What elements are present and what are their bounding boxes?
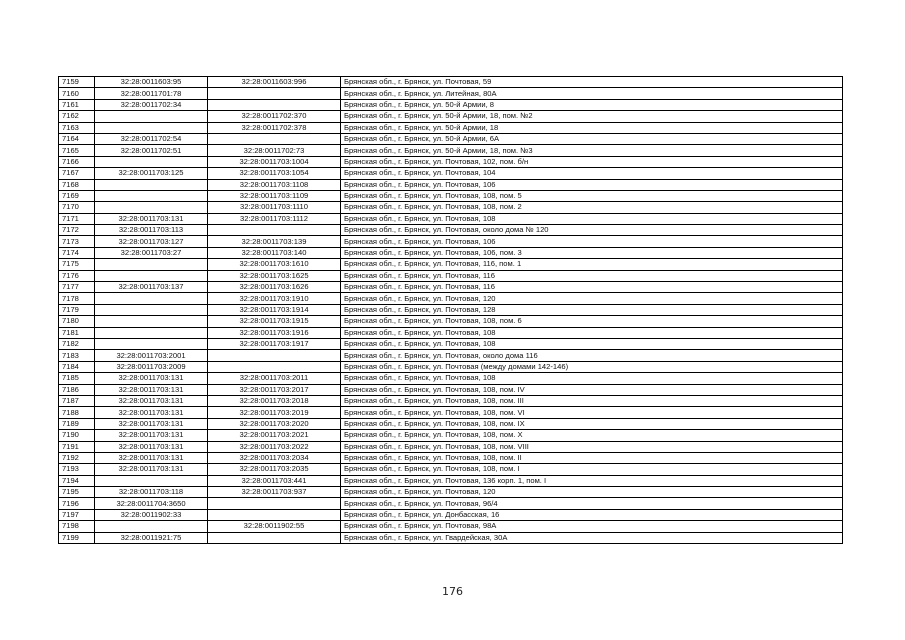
land-cadastral-number-cell xyxy=(95,316,208,327)
address-cell: Брянская обл., г. Брянск, ул. Почтовая, 108, пом. 2 xyxy=(341,202,843,213)
table-row xyxy=(59,225,843,236)
land-cadastral-number-cell: 32:28:0011703:131 xyxy=(95,407,208,418)
object-cadastral-number-cell: 32:28:0011703:2019 xyxy=(208,407,341,418)
object-cadastral-number-cell: 32:28:0011703:1610 xyxy=(208,259,341,270)
table-row xyxy=(59,247,843,258)
row-number-cell: 7162 xyxy=(59,111,95,122)
table-row xyxy=(59,316,843,327)
row-number-cell: 7181 xyxy=(59,327,95,338)
land-cadastral-number-cell xyxy=(95,179,208,190)
land-cadastral-number-cell: 32:28:0011703:137 xyxy=(95,282,208,293)
table-row xyxy=(59,395,843,406)
row-number-cell: 7194 xyxy=(59,475,95,486)
object-cadastral-number-cell: 32:28:0011703:1004 xyxy=(208,156,341,167)
object-cadastral-number-cell: 32:28:0011703:1625 xyxy=(208,270,341,281)
object-cadastral-number-cell: 32:28:0011703:1910 xyxy=(208,293,341,304)
object-cadastral-number-cell xyxy=(208,99,341,110)
land-cadastral-number-cell: 32:28:0011703:118 xyxy=(95,487,208,498)
table-row xyxy=(59,270,843,281)
object-cadastral-number-cell: 32:28:0011702:73 xyxy=(208,145,341,156)
address-cell: Брянская обл., г. Брянск, ул. Почтовая, 108 xyxy=(341,213,843,224)
object-cadastral-number-cell: 32:28:0011703:2011 xyxy=(208,373,341,384)
table-body xyxy=(59,77,843,544)
row-number-cell: 7186 xyxy=(59,384,95,395)
address-cell: Брянская обл., г. Брянск, ул. Почтовая, 108, пом. VI xyxy=(341,407,843,418)
object-cadastral-number-cell: 32:28:0011703:139 xyxy=(208,236,341,247)
table-row xyxy=(59,384,843,395)
land-cadastral-number-cell: 32:28:0011704:3650 xyxy=(95,498,208,509)
object-cadastral-number-cell: 32:28:0011703:1054 xyxy=(208,168,341,179)
object-cadastral-number-cell: 32:28:0011703:1917 xyxy=(208,338,341,349)
row-number-cell: 7183 xyxy=(59,350,95,361)
address-cell: Брянская обл., г. Брянск, ул. Почтовая, 108, пом. VIII xyxy=(341,441,843,452)
object-cadastral-number-cell: 32:28:0011902:55 xyxy=(208,521,341,532)
table-row xyxy=(59,190,843,201)
object-cadastral-number-cell: 32:28:0011703:2022 xyxy=(208,441,341,452)
address-cell: Брянская обл., г. Брянск, ул. Литейная, 80А xyxy=(341,88,843,99)
address-cell: Брянская обл., г. Брянск, ул. 50-й Армии, 18, пом. №2 xyxy=(341,111,843,122)
address-cell: Брянская обл., г. Брянск, ул. 50-й Армии, 6А xyxy=(341,133,843,144)
land-cadastral-number-cell xyxy=(95,338,208,349)
address-cell: Брянская обл., г. Брянск, ул. Почтовая, 106, пом. 3 xyxy=(341,247,843,258)
land-cadastral-number-cell xyxy=(95,122,208,133)
address-cell: Брянская обл., г. Брянск, ул. Почтовая, около дома № 120 xyxy=(341,225,843,236)
object-cadastral-number-cell xyxy=(208,350,341,361)
object-cadastral-number-cell: 32:28:0011703:2021 xyxy=(208,430,341,441)
land-cadastral-number-cell: 32:28:0011702:51 xyxy=(95,145,208,156)
land-cadastral-number-cell: 32:28:0011701:78 xyxy=(95,88,208,99)
row-number-cell: 7189 xyxy=(59,418,95,429)
row-number-cell: 7191 xyxy=(59,441,95,452)
land-cadastral-number-cell xyxy=(95,190,208,201)
land-cadastral-number-cell: 32:28:0011703:131 xyxy=(95,452,208,463)
row-number-cell: 7185 xyxy=(59,373,95,384)
property-registry-table xyxy=(58,76,843,544)
land-cadastral-number-cell xyxy=(95,259,208,270)
table-row xyxy=(59,521,843,532)
table-row xyxy=(59,498,843,509)
address-cell: Брянская обл., г. Брянск, ул. Почтовая, 136 корп. 1, пом. I xyxy=(341,475,843,486)
table-row xyxy=(59,282,843,293)
land-cadastral-number-cell xyxy=(95,293,208,304)
row-number-cell: 7180 xyxy=(59,316,95,327)
land-cadastral-number-cell: 32:28:0011703:127 xyxy=(95,236,208,247)
address-cell: Брянская обл., г. Брянск, ул. 50-й Армии, 18 xyxy=(341,122,843,133)
object-cadastral-number-cell: 32:28:0011603:996 xyxy=(208,77,341,88)
address-cell: Брянская обл., г. Брянск, ул. Почтовая, 96/4 xyxy=(341,498,843,509)
address-cell: Брянская обл., г. Брянск, ул. Почтовая, 108, пом. 6 xyxy=(341,316,843,327)
address-cell: Брянская обл., г. Брянск, ул. Почтовая, 108, пом. III xyxy=(341,395,843,406)
row-number-cell: 7179 xyxy=(59,304,95,315)
object-cadastral-number-cell: 32:28:0011703:1110 xyxy=(208,202,341,213)
object-cadastral-number-cell: 32:28:0011703:2035 xyxy=(208,464,341,475)
table-row xyxy=(59,88,843,99)
row-number-cell: 7172 xyxy=(59,225,95,236)
table-row xyxy=(59,99,843,110)
row-number-cell: 7178 xyxy=(59,293,95,304)
land-cadastral-number-cell xyxy=(95,156,208,167)
table-row xyxy=(59,509,843,520)
row-number-cell: 7174 xyxy=(59,247,95,258)
address-cell: Брянская обл., г. Брянск, ул. Почтовая, 108, пом. X xyxy=(341,430,843,441)
object-cadastral-number-cell: 32:28:0011703:2020 xyxy=(208,418,341,429)
land-cadastral-number-cell xyxy=(95,475,208,486)
land-cadastral-number-cell xyxy=(95,327,208,338)
address-cell: Брянская обл., г. Брянск, ул. Почтовая (между домами 142-146) xyxy=(341,361,843,372)
object-cadastral-number-cell: 32:28:0011703:937 xyxy=(208,487,341,498)
object-cadastral-number-cell: 32:28:0011703:2034 xyxy=(208,452,341,463)
row-number-cell: 7161 xyxy=(59,99,95,110)
row-number-cell: 7193 xyxy=(59,464,95,475)
object-cadastral-number-cell: 32:28:0011703:2018 xyxy=(208,395,341,406)
object-cadastral-number-cell: 32:28:0011703:1109 xyxy=(208,190,341,201)
object-cadastral-number-cell: 32:28:0011703:1626 xyxy=(208,282,341,293)
object-cadastral-number-cell: 32:28:0011703:1112 xyxy=(208,213,341,224)
address-cell: Брянская обл., г. Брянск, ул. Почтовая, 98А xyxy=(341,521,843,532)
land-cadastral-number-cell: 32:28:0011603:95 xyxy=(95,77,208,88)
table-row xyxy=(59,77,843,88)
address-cell: Брянская обл., г. Брянск, ул. Почтовая, 59 xyxy=(341,77,843,88)
row-number-cell: 7177 xyxy=(59,282,95,293)
address-cell: Брянская обл., г. Брянск, ул. 50-й Армии, 8 xyxy=(341,99,843,110)
land-cadastral-number-cell: 32:28:0011703:2001 xyxy=(95,350,208,361)
land-cadastral-number-cell: 32:28:0011703:131 xyxy=(95,373,208,384)
object-cadastral-number-cell: 32:28:0011703:1916 xyxy=(208,327,341,338)
land-cadastral-number-cell xyxy=(95,270,208,281)
land-cadastral-number-cell xyxy=(95,304,208,315)
table-row xyxy=(59,338,843,349)
table-row xyxy=(59,213,843,224)
address-cell: Брянская обл., г. Брянск, ул. Почтовая, 102, пом. б/н xyxy=(341,156,843,167)
row-number-cell: 7165 xyxy=(59,145,95,156)
address-cell: Брянская обл., г. Брянск, ул. Почтовая, 108, пом. IX xyxy=(341,418,843,429)
address-cell: Брянская обл., г. Брянск, ул. Почтовая, 116 xyxy=(341,282,843,293)
table-row xyxy=(59,475,843,486)
table-row xyxy=(59,350,843,361)
address-cell: Брянская обл., г. Брянск, ул. Гвардейская, 30А xyxy=(341,532,843,543)
land-cadastral-number-cell xyxy=(95,111,208,122)
address-cell: Брянская обл., г. Брянск, ул. Почтовая, 116 xyxy=(341,270,843,281)
row-number-cell: 7176 xyxy=(59,270,95,281)
land-cadastral-number-cell: 32:28:0011921:75 xyxy=(95,532,208,543)
object-cadastral-number-cell: 32:28:0011703:2017 xyxy=(208,384,341,395)
land-cadastral-number-cell xyxy=(95,202,208,213)
table-row xyxy=(59,259,843,270)
row-number-cell: 7188 xyxy=(59,407,95,418)
table-row xyxy=(59,418,843,429)
table-row xyxy=(59,111,843,122)
object-cadastral-number-cell: 32:28:0011703:140 xyxy=(208,247,341,258)
table-row xyxy=(59,304,843,315)
object-cadastral-number-cell: 32:28:0011702:378 xyxy=(208,122,341,133)
table-row xyxy=(59,145,843,156)
land-cadastral-number-cell xyxy=(95,521,208,532)
address-cell: Брянская обл., г. Брянск, ул. Почтовая, 104 xyxy=(341,168,843,179)
address-cell: Брянская обл., г. Брянск, ул. Почтовая, 106 xyxy=(341,236,843,247)
table-row xyxy=(59,236,843,247)
table-row xyxy=(59,361,843,372)
object-cadastral-number-cell xyxy=(208,133,341,144)
table-row xyxy=(59,452,843,463)
table-row xyxy=(59,156,843,167)
table-row xyxy=(59,373,843,384)
address-cell: Брянская обл., г. Брянск, ул. Почтовая, 120 xyxy=(341,487,843,498)
row-number-cell: 7182 xyxy=(59,338,95,349)
address-cell: Брянская обл., г. Брянск, ул. Почтовая, 108 xyxy=(341,373,843,384)
address-cell: Брянская обл., г. Брянск, ул. Почтовая, 106 xyxy=(341,179,843,190)
land-cadastral-number-cell: 32:28:0011702:34 xyxy=(95,99,208,110)
row-number-cell: 7198 xyxy=(59,521,95,532)
document-page xyxy=(58,76,842,544)
row-number-cell: 7184 xyxy=(59,361,95,372)
object-cadastral-number-cell: 32:28:0011702:370 xyxy=(208,111,341,122)
land-cadastral-number-cell: 32:28:0011702:54 xyxy=(95,133,208,144)
land-cadastral-number-cell: 32:28:0011703:2009 xyxy=(95,361,208,372)
table-row xyxy=(59,202,843,213)
land-cadastral-number-cell: 32:28:0011703:27 xyxy=(95,247,208,258)
table-row xyxy=(59,179,843,190)
object-cadastral-number-cell xyxy=(208,509,341,520)
address-cell: Брянская обл., г. Брянск, ул. Почтовая, 108, пом. I xyxy=(341,464,843,475)
row-number-cell: 7167 xyxy=(59,168,95,179)
address-cell: Брянская обл., г. Брянск, ул. Почтовая, около дома 116 xyxy=(341,350,843,361)
address-cell: Брянская обл., г. Брянск, ул. Почтовая, 108, пом. II xyxy=(341,452,843,463)
row-number-cell: 7175 xyxy=(59,259,95,270)
table-row xyxy=(59,464,843,475)
land-cadastral-number-cell: 32:28:0011703:131 xyxy=(95,384,208,395)
land-cadastral-number-cell: 32:28:0011703:131 xyxy=(95,395,208,406)
table-row xyxy=(59,133,843,144)
object-cadastral-number-cell xyxy=(208,225,341,236)
table-row xyxy=(59,168,843,179)
address-cell: Брянская обл., г. Брянск, ул. Почтовая, 108 xyxy=(341,338,843,349)
row-number-cell: 7164 xyxy=(59,133,95,144)
address-cell: Брянская обл., г. Брянск, ул. Почтовая, 108, пом. IV xyxy=(341,384,843,395)
land-cadastral-number-cell: 32:28:0011703:131 xyxy=(95,213,208,224)
address-cell: Брянская обл., г. Брянск, ул. Почтовая, 116, пом. 1 xyxy=(341,259,843,270)
address-cell: Брянская обл., г. Брянск, ул. Почтовая, 128 xyxy=(341,304,843,315)
land-cadastral-number-cell: 32:28:0011703:131 xyxy=(95,418,208,429)
row-number-cell: 7171 xyxy=(59,213,95,224)
object-cadastral-number-cell: 32:28:0011703:1914 xyxy=(208,304,341,315)
object-cadastral-number-cell: 32:28:0011703:1915 xyxy=(208,316,341,327)
page-number: 176 xyxy=(442,585,463,598)
land-cadastral-number-cell: 32:28:0011703:113 xyxy=(95,225,208,236)
object-cadastral-number-cell: 32:28:0011703:441 xyxy=(208,475,341,486)
object-cadastral-number-cell: 32:28:0011703:1108 xyxy=(208,179,341,190)
row-number-cell: 7190 xyxy=(59,430,95,441)
address-cell: Брянская обл., г. Брянск, ул. Донбасская, 16 xyxy=(341,509,843,520)
object-cadastral-number-cell xyxy=(208,88,341,99)
row-number-cell: 7192 xyxy=(59,452,95,463)
land-cadastral-number-cell: 32:28:0011703:125 xyxy=(95,168,208,179)
address-cell: Брянская обл., г. Брянск, ул. Почтовая, 108 xyxy=(341,327,843,338)
table-row xyxy=(59,327,843,338)
row-number-cell: 7195 xyxy=(59,487,95,498)
table-row xyxy=(59,407,843,418)
address-cell: Брянская обл., г. Брянск, ул. 50-й Армии, 18, пом. №3 xyxy=(341,145,843,156)
table-row xyxy=(59,122,843,133)
row-number-cell: 7168 xyxy=(59,179,95,190)
row-number-cell: 7173 xyxy=(59,236,95,247)
row-number-cell: 7170 xyxy=(59,202,95,213)
table-row xyxy=(59,430,843,441)
land-cadastral-number-cell: 32:28:0011703:131 xyxy=(95,464,208,475)
row-number-cell: 7199 xyxy=(59,532,95,543)
row-number-cell: 7160 xyxy=(59,88,95,99)
row-number-cell: 7187 xyxy=(59,395,95,406)
address-cell: Брянская обл., г. Брянск, ул. Почтовая, 120 xyxy=(341,293,843,304)
address-cell: Брянская обл., г. Брянск, ул. Почтовая, 108, пом. 5 xyxy=(341,190,843,201)
row-number-cell: 7166 xyxy=(59,156,95,167)
row-number-cell: 7159 xyxy=(59,77,95,88)
row-number-cell: 7163 xyxy=(59,122,95,133)
land-cadastral-number-cell: 32:28:0011902:33 xyxy=(95,509,208,520)
row-number-cell: 7169 xyxy=(59,190,95,201)
row-number-cell: 7197 xyxy=(59,509,95,520)
land-cadastral-number-cell: 32:28:0011703:131 xyxy=(95,441,208,452)
land-cadastral-number-cell: 32:28:0011703:131 xyxy=(95,430,208,441)
object-cadastral-number-cell xyxy=(208,498,341,509)
object-cadastral-number-cell xyxy=(208,361,341,372)
object-cadastral-number-cell xyxy=(208,532,341,543)
table-row xyxy=(59,487,843,498)
table-row xyxy=(59,293,843,304)
table-row xyxy=(59,441,843,452)
row-number-cell: 7196 xyxy=(59,498,95,509)
table-row xyxy=(59,532,843,543)
